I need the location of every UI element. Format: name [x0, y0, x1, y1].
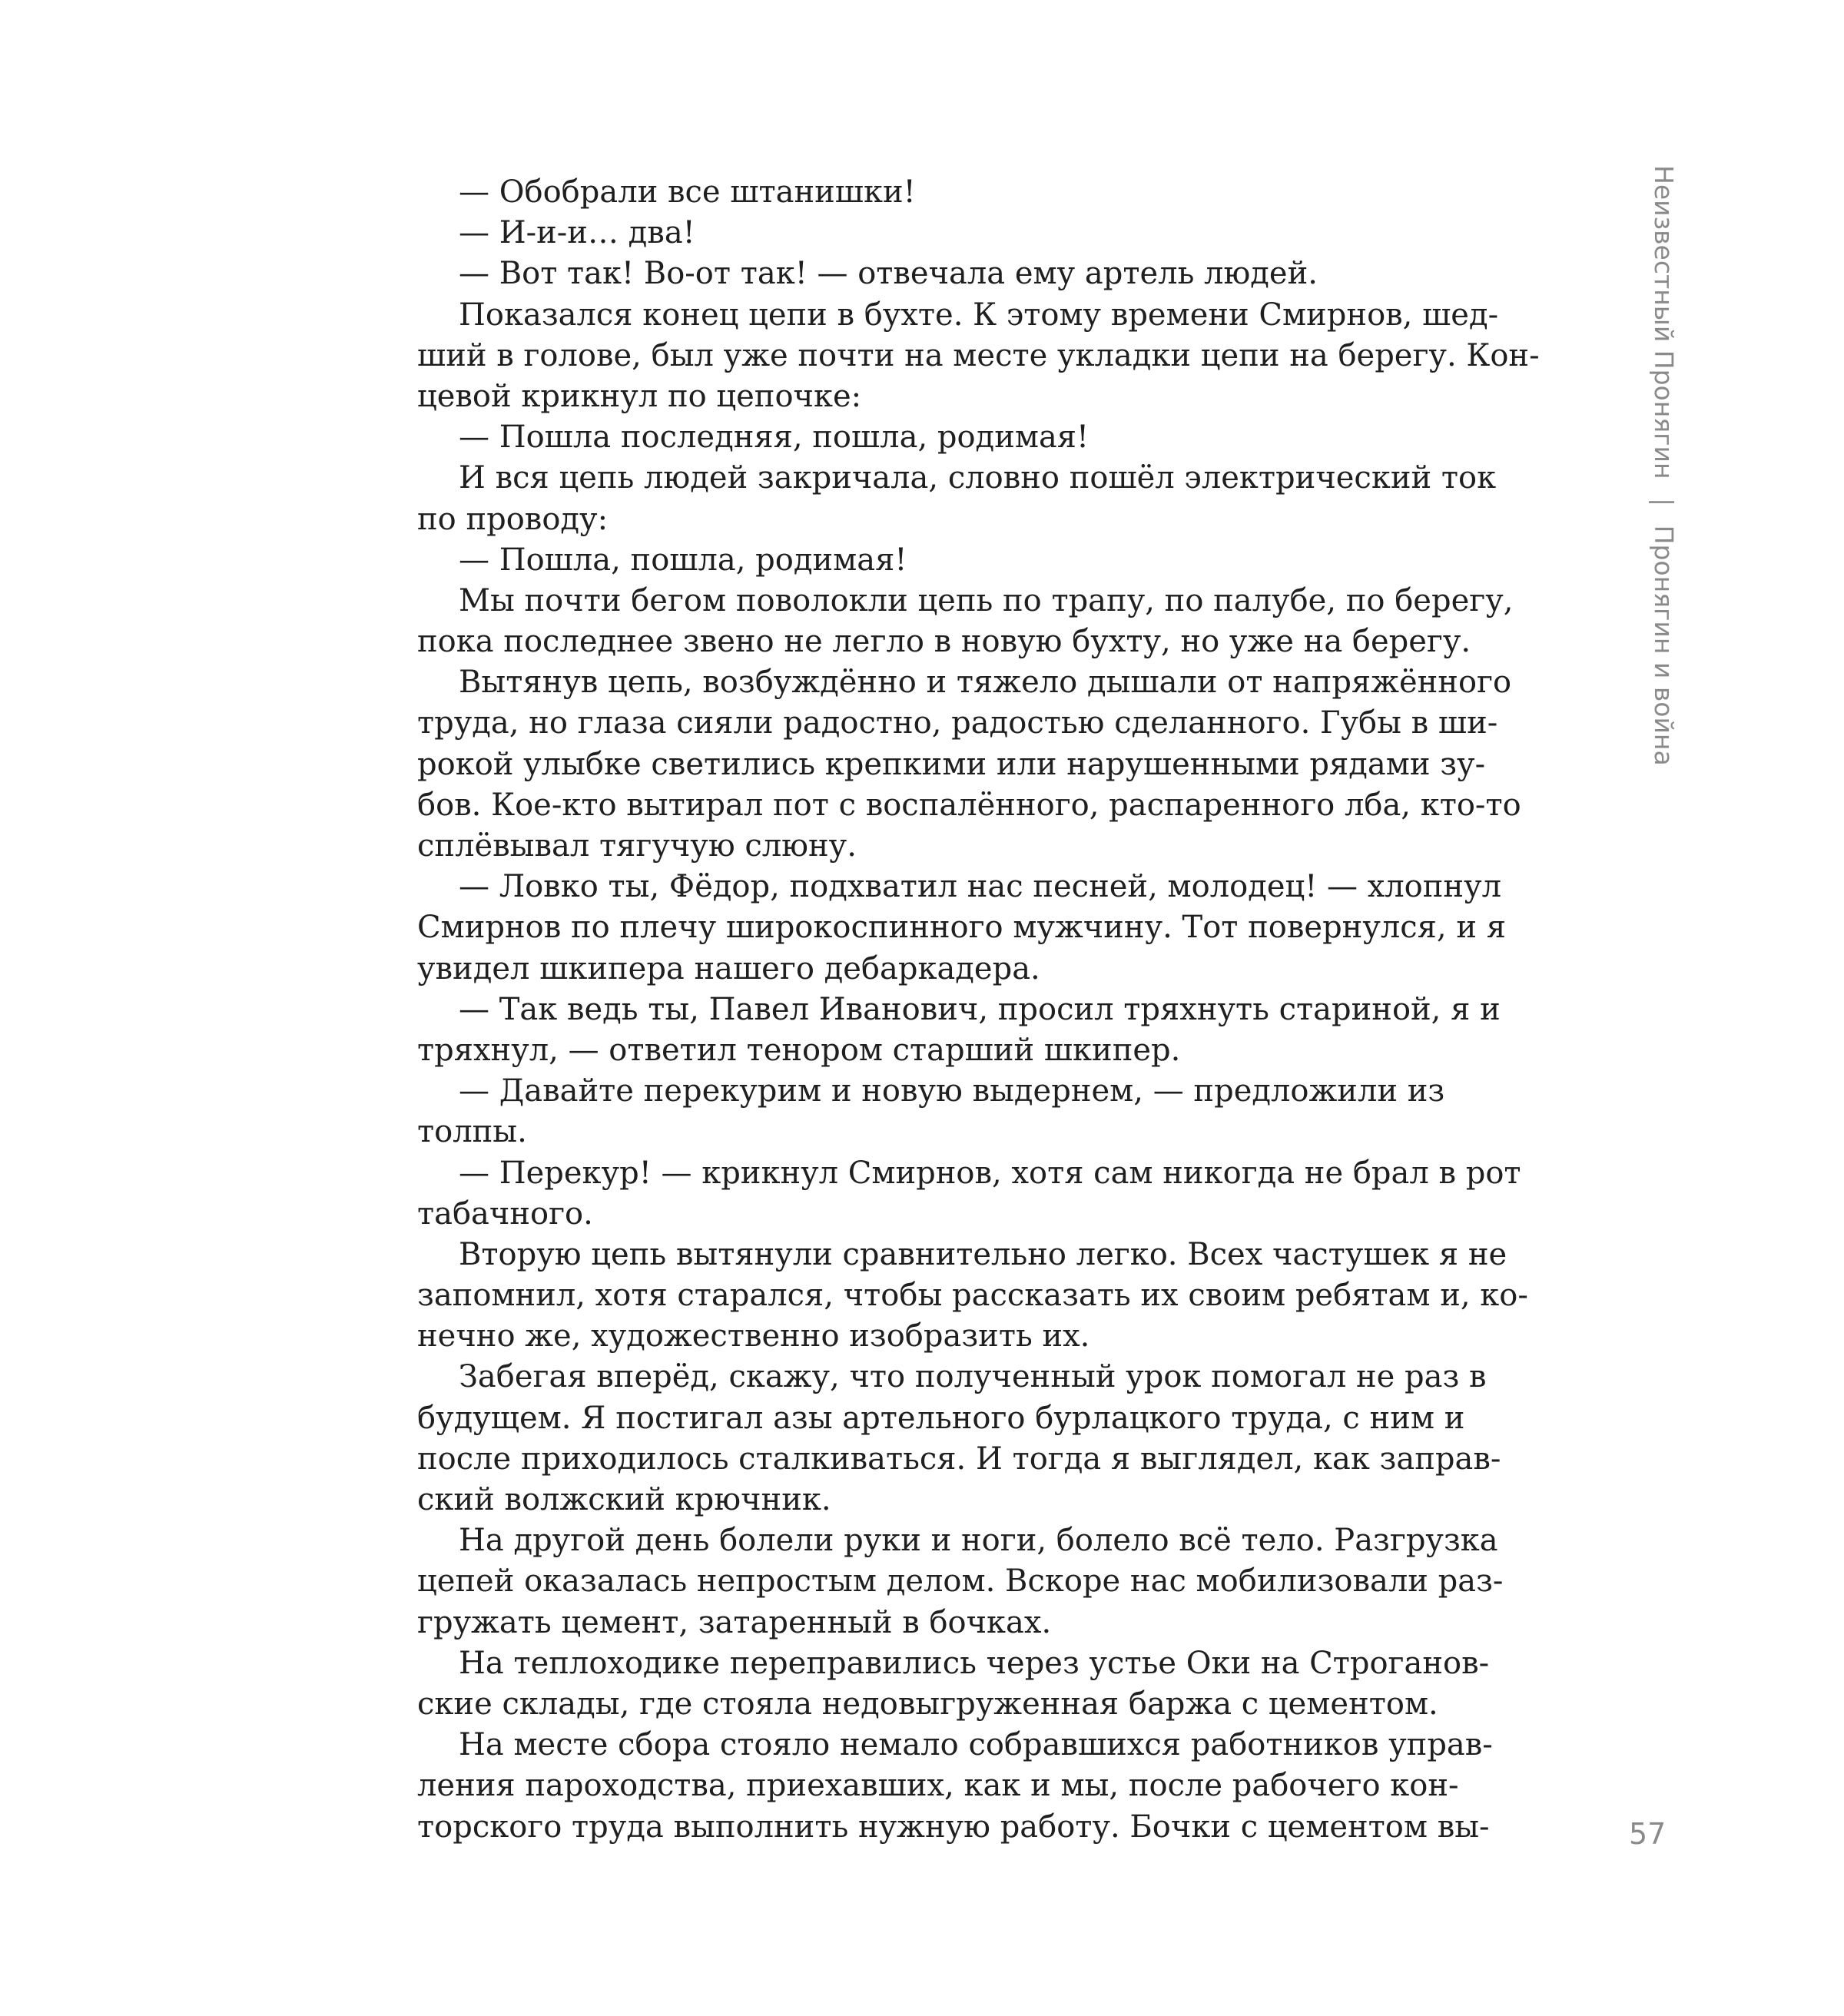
text-line: Вытянув цепь, возбуждённо и тяжело дышали от напряжённого — [459, 665, 1512, 701]
text-line: — Перекур! — крикнул Смирнов, хотя сам никогда не брал в рот — [459, 1155, 1521, 1191]
running-head — [1648, 165, 1679, 766]
text-line: цепей оказалась непростым делом. Вскоре нас мобилизовали раз- — [417, 1563, 1504, 1600]
text-line: толпы. — [417, 1114, 527, 1150]
running-head-book-title: Неизвестный Пронягин — [1649, 165, 1679, 479]
text-line: — Пошла, пошла, родимая! — [459, 542, 907, 578]
text-line: торского труда выполнить нужную работу. Бочки с цементом вы- — [417, 1809, 1490, 1845]
text-line: Смирнов по плечу широкоспинного мужчину. Тот повернулся, и я — [417, 910, 1506, 946]
text-line: ский волжский крючник. — [417, 1482, 831, 1517]
text-line: Вторую цепь вытянули сравнительно легко. Всех частушек я не — [459, 1236, 1507, 1272]
text-line: — Давайте перекурим и новую выдернем, — предложили из — [459, 1073, 1445, 1109]
text-line: Показался конец цепи в бухте. К этому времени Смирнов, шед- — [459, 297, 1499, 333]
text-line: после приходилось сталкиваться. И тогда я выглядел, как заправ- — [417, 1441, 1501, 1477]
text-line: тряхнул, — ответил тенором старший шкипер. — [417, 1032, 1181, 1068]
text-line: нечно же, художественно изобразить их. — [417, 1318, 1090, 1354]
running-head-chapter-title: Пронягин и война — [1649, 525, 1679, 766]
text-line: И вся цепь людей закричала, словно пошёл электрический ток — [459, 460, 1497, 496]
text-line: ший в голове, был уже почти на месте укладки цепи на берегу. Кон- — [417, 337, 1540, 373]
text-line: рокой улыбке светились крепкими или нарушенными рядами зу- — [417, 746, 1486, 782]
text-line: табачного. — [417, 1195, 593, 1232]
text-line: — Обобрали все штанишки! — [459, 174, 916, 210]
text-line: будущем. Я постигал азы артельного бурлацкого труда, с ним и — [417, 1400, 1465, 1436]
text-line: Забегая вперёд, скажу, что полученный урок помогал не раз в — [459, 1359, 1487, 1395]
text-line: ские склады, где стояла недовыгруженная баржа с цементом. — [417, 1686, 1438, 1722]
text-line: цевой крикнул по цепочке: — [417, 378, 862, 414]
text-line: — Ловко ты, Фёдор, подхватил нас песней, молодец! — хлопнул — [459, 869, 1502, 905]
running-head-separator: | — [1649, 498, 1679, 507]
text-line: гружать цемент, затаренный в бочках. — [417, 1604, 1052, 1640]
text-line: Мы почти бегом поволокли цепь по трапу, по палубе, по берегу, — [459, 582, 1514, 618]
text-line: На другой день болели руки и ноги, болело всё тело. Разгрузка — [459, 1523, 1498, 1559]
page-number: 57 — [1629, 1817, 1667, 1851]
body-text — [417, 172, 1540, 1848]
text-line: по проводу: — [417, 501, 609, 537]
text-line: труда, но глаза сияли радостно, радостью сделанного. Губы в ши- — [417, 705, 1498, 741]
text-line: увидел шкипера нашего дебаркадера. — [417, 950, 1040, 986]
text-line: — Вот так! Во-от так! — отвечала ему артель людей. — [459, 256, 1318, 292]
text-line: ления пароходства, приехавших, как и мы, после рабочего кон- — [417, 1768, 1459, 1804]
text-line: пока последнее звено не легло в новую бухту, но уже на берегу. — [417, 624, 1471, 660]
text-line: бов. Кое-кто вытирал пот с воспалённого, распаренного лба, кто-то — [417, 787, 1521, 823]
text-line: — Так ведь ты, Павел Иванович, просил тряхнуть стариной, я и — [459, 991, 1501, 1027]
text-line: сплёвывал тягучую слюну. — [417, 828, 857, 864]
text-line: На месте сбора стояло немало собравшихся работников управ- — [459, 1727, 1493, 1763]
text-line: — Пошла последняя, пошла, родимая! — [459, 419, 1089, 456]
text-line: запомнил, хотя старался, чтобы рассказать их своим ребятам и, ко- — [417, 1278, 1528, 1314]
text-line: На теплоходике переправились через устье Оки на Строганов- — [459, 1645, 1490, 1681]
text-line: — И-и-и… два! — [459, 215, 695, 251]
